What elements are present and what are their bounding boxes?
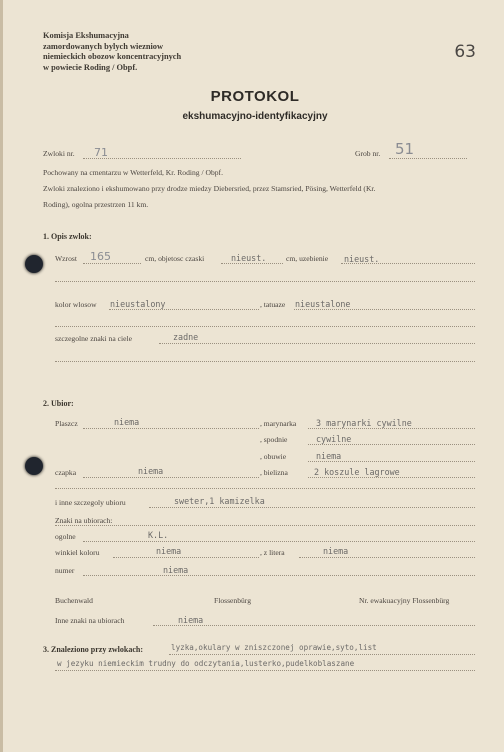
org-line: w powiecie Roding / Obpf. xyxy=(43,62,138,72)
blank-line xyxy=(55,326,475,327)
tatuaze-line xyxy=(294,309,475,310)
inne-znaki-label: Inne znaki na ubiorach xyxy=(55,616,125,625)
spodnie-line xyxy=(308,444,475,445)
section-1-heading: 1. Opis zwlok: xyxy=(43,232,92,241)
inne-line xyxy=(149,507,475,508)
bielizna-value: 2 koszule lagrowe xyxy=(314,467,400,477)
czaszka-line xyxy=(221,263,283,264)
camp-evacuation-number: Nr. ewakuacyjny Flossenbürg xyxy=(359,596,450,605)
plaszcz-value: niema xyxy=(114,417,140,427)
znaki-na-ubiorach-label: Znaki na ubiorach: xyxy=(55,516,113,525)
obuwie-label: , obuwie xyxy=(260,452,287,461)
litera-label: , z litera xyxy=(260,548,285,557)
inne-value: sweter,1 kamizelka xyxy=(174,496,265,506)
znaki-label: szczegolne znaki na ciele xyxy=(55,334,132,343)
section-3-value-1: lyzka,okulary w zniszczonej oprawie,syto,list xyxy=(171,643,377,652)
document-subtitle: ekshumacyjno-identyfikacyjny xyxy=(182,111,328,122)
marynarka-line xyxy=(308,428,475,429)
zwloki-value: 71 xyxy=(94,146,108,159)
section-3-heading: 3. Znaleziono przy zwlokach: xyxy=(43,645,143,654)
czapka-line xyxy=(83,477,259,478)
wzrost-line xyxy=(83,263,141,264)
org-line: niemieckich obozow koncentracyjnych xyxy=(43,52,182,61)
intro-line-2: Zwloki znaleziono i ekshumowano przy drodze miedzy Diebersried, przez Stamsried, Pösing, Wetterfeld (Kr. xyxy=(43,184,376,193)
uzebienie-label: cm, uzebienie xyxy=(286,254,329,263)
blank-line xyxy=(55,525,475,526)
winkiel-line xyxy=(113,557,259,558)
marynarka-value: 3 marynarki cywilne xyxy=(316,418,412,428)
litera-value: niema xyxy=(323,546,349,556)
inne-label: i inne szczegoly ubioru xyxy=(55,498,126,507)
grob-line xyxy=(389,158,467,159)
spodnie-label: , spodnie xyxy=(260,435,288,444)
bielizna-line xyxy=(308,477,475,478)
ogolne-value: K.L. xyxy=(148,530,169,540)
intro-line-3: Roding), ogolna przestrzen 11 km. xyxy=(43,200,149,209)
spodnie-value: cywilne xyxy=(316,434,352,444)
plaszcz-line xyxy=(83,428,259,429)
marynarka-label: , marynarka xyxy=(260,419,297,428)
litera-line xyxy=(299,557,475,558)
uzebienie-value: nieust. xyxy=(344,254,380,264)
wlosy-value: nieustalony xyxy=(110,299,166,309)
punch-hole xyxy=(25,255,43,273)
camp-buchenwald: Buchenwald xyxy=(55,596,93,605)
blank-line xyxy=(55,361,475,362)
winkiel-value: niema xyxy=(156,546,182,556)
section-3-line-1 xyxy=(169,654,475,655)
section-3-line-2 xyxy=(55,670,475,671)
numer-label: numer xyxy=(55,566,75,575)
document-title: PROTOKOL xyxy=(210,88,300,105)
grob-label: Grob nr. xyxy=(355,149,381,158)
section-2-heading: 2. Ubior: xyxy=(43,399,74,408)
camp-flossenburg: Flossenbürg xyxy=(214,596,251,605)
tatuaze-label: , tatuaze xyxy=(260,300,286,309)
zwloki-label: Zwloki nr. xyxy=(43,149,75,158)
znaki-value: zadne xyxy=(173,332,199,342)
blank-line xyxy=(55,281,475,282)
section-3-value-2: w jezyku niemieckim trudny do odczytania,lusterko,pudelkoblaszane xyxy=(57,659,355,668)
plaszcz-label: Plaszcz xyxy=(55,419,78,428)
wzrost-label: Wzrost xyxy=(55,254,77,263)
czapka-value: niema xyxy=(138,466,164,476)
cm-label: cm, objetosc czaski xyxy=(145,254,205,263)
znaki-line xyxy=(159,343,475,344)
czaszka-value: nieust. xyxy=(231,253,267,263)
obuwie-line xyxy=(308,461,475,462)
numer-value: niema xyxy=(163,565,189,575)
ogolne-line xyxy=(83,541,475,542)
blank-line xyxy=(55,488,475,489)
wlosy-label: kolor wlosow xyxy=(55,300,97,309)
wzrost-value: 165 xyxy=(90,250,111,263)
page-number: 63 xyxy=(454,42,476,62)
punch-hole xyxy=(25,457,43,475)
org-line: zamordowanych bylych wiezniow xyxy=(43,41,164,51)
czapka-label: czapka xyxy=(55,468,77,477)
intro-line-1: Pochowany na cmentarzu w Wetterfeld, Kr. Roding / Obpf. xyxy=(43,168,223,177)
bielizna-label: , bielizna xyxy=(260,468,288,477)
wlosy-line xyxy=(109,309,259,310)
numer-line xyxy=(83,575,475,576)
inne-znaki-value: niema xyxy=(178,615,204,625)
winkiel-label: winkiel koloru xyxy=(55,548,100,557)
inne-znaki-line xyxy=(153,625,475,626)
organization-block xyxy=(43,31,181,73)
tatuaze-value: nieustalone xyxy=(295,299,351,309)
obuwie-value: niema xyxy=(316,451,342,461)
ogolne-label: ogolne xyxy=(55,532,76,541)
grob-value: 51 xyxy=(395,140,415,158)
org-line: Komisja Ekshumacyjna xyxy=(43,31,129,40)
